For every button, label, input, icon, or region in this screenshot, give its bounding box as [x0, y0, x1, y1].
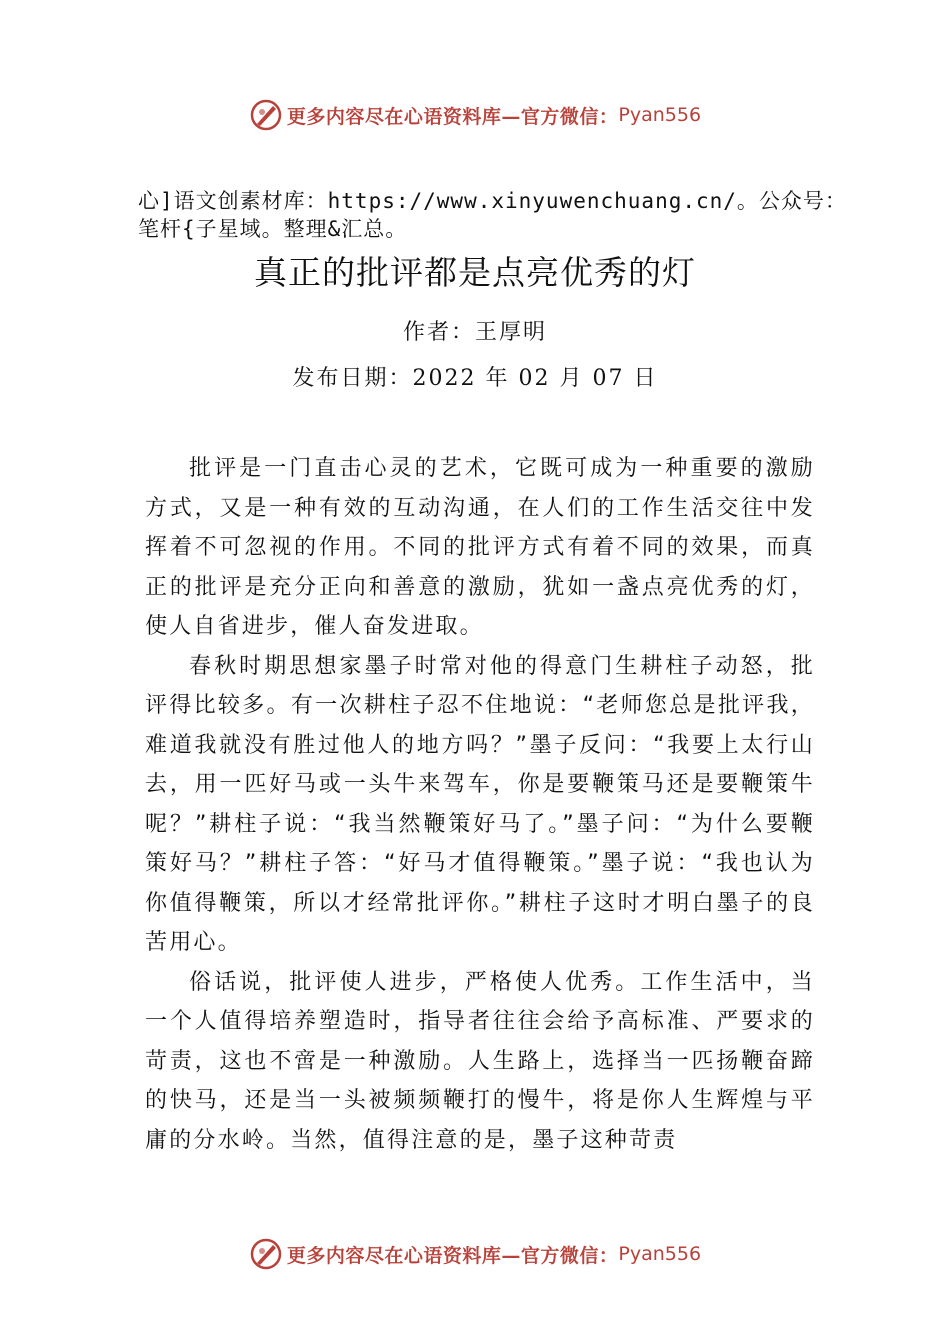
header-banner: [0, 95, 950, 135]
banner-text: 更多内容尽在心语资料库—官方微信：: [286, 1244, 619, 1267]
banner-wechat-id: Pyan556: [618, 1243, 702, 1265]
article-author: 作者：王厚明: [402, 320, 547, 345]
article-date: 发布日期：2022 年 02 月 07 日: [292, 366, 658, 391]
banner-text: 更多内容尽在心语资料库—官方微信：: [286, 105, 619, 128]
paragraph: 春秋时期思想家墨子时常对他的得意门生耕柱子动怒，批评得比较多。有一次耕柱子忍不住地说：“老师您总是批评我，难道我就没有胜过他人的地方吗？”墨子反问：“我要上太行山去，用一匹好马或一头牛来驾车，你是要鞭策马还是要鞭策牛呢？”耕柱子说：“我当然鞭策好马了。”墨子问：“为什么要鞭策好马？”耕柱子答：“好马才值得鞭策。”墨子说：“我也认为你值得鞭策，所以才经常批评你。”耕柱子这时才明白墨子的良苦用心。: [145, 653, 815, 955]
paragraph: 俗话说，批评使人进步，严格使人优秀。工作生活中，当一个人值得培养塑造时，指导者往往会给予高标准、严要求的苛责，这也不啻是一种激励。人生路上，选择当一匹扬鞭奋蹄的快马，还是当一头被频频鞭打的慢牛，将是你人生辉煌与平庸的分水岭。当然，值得注意的是，墨子这种苛责: [145, 969, 815, 1153]
article-title: 真正的批评都是点亮优秀的灯: [254, 253, 696, 292]
footer-banner: [0, 1234, 950, 1274]
pen-seal-logo-icon: [249, 1237, 283, 1271]
pen-seal-logo-icon: [249, 98, 283, 132]
banner-wechat-id: Pyan556: [618, 104, 702, 126]
article-body: [145, 449, 815, 1160]
source-note: 心]语文创素材库：https://www.xinyuwenchuang.cn/。公众号：笔杆{子星域。整理&汇总。: [138, 189, 847, 241]
paragraph: 批评是一门直击心灵的艺术，它既可成为一种重要的激励方式，又是一种有效的互动沟通，在人们的工作生活交往中发挥着不可忽视的作用。不同的批评方式有着不同的效果，而真正的批评是充分正向和善意的激励，犹如一盏点亮优秀的灯，使人自省进步，催人奋发进取。: [145, 456, 815, 639]
